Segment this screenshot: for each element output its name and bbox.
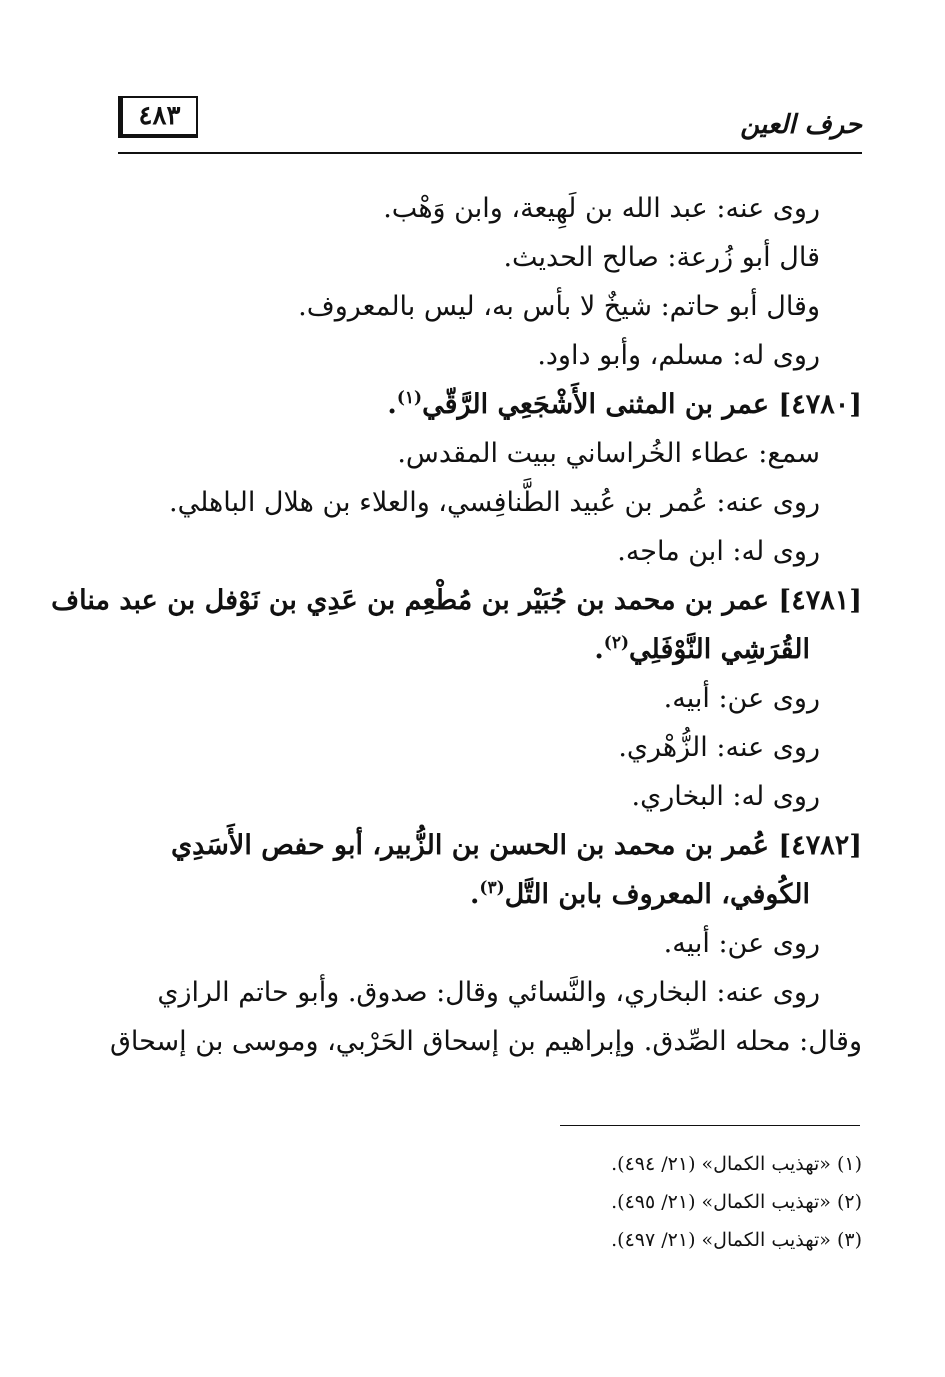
entry-name: عمر بن المثنى الأَشْجَعِي الرَّقّي — [422, 389, 770, 420]
entry-name: عمر بن محمد بن جُبَيْر بن مُطْعِم بن عَدِي بن نَوْفل بن عبد مناف — [51, 585, 770, 616]
footnote-ref: (٣) — [479, 878, 505, 898]
footnote-rule — [560, 1125, 860, 1126]
text-line: وقال: محله الصِّدق. وإبراهيم بن إسحاق الحَرْبي، وموسى بن إسحاق — [109, 1026, 862, 1057]
text-line: سمع: عطاء الخُراساني ببيت المقدس. — [397, 438, 820, 469]
footnote: (٢) «تهذيب الكمال» (٢١/ ٤٩٥). — [611, 1191, 862, 1213]
running-title: حرف العين — [740, 110, 862, 140]
text-line: روى له: ابن ماجه. — [617, 536, 820, 567]
entry-title: [٤٧٨٠] عمر بن المثنى الأَشْجَعِي الرَّقّي$^{(١)}$. — [387, 388, 862, 420]
text-line: روى له: البخاري. — [631, 781, 820, 812]
footnote-ref: (١) — [396, 388, 423, 408]
entry-number: [٤٧٨٠] — [778, 389, 862, 420]
text-line: روى عنه: عُمر بن عُبيد الطَّنافِسي، والعلاء بن هلال الباهلي. — [168, 487, 820, 518]
entry-name-continuation: الكُوفي، المعروف بابن التَّل — [504, 879, 810, 910]
header-rule — [118, 152, 862, 154]
footnotes — [400, 1145, 862, 1259]
page-header — [118, 96, 862, 156]
text-line: روى عنه: عبد الله بن لَهِيعة، وابن وَهْب. — [383, 193, 820, 224]
text-line: قال أبو زُرعة: صالح الحديث. — [503, 242, 820, 273]
footnote-ref: (٢) — [603, 633, 630, 653]
page-body — [51, 184, 862, 1066]
entry-title: [٤٧٨٢] عُمر بن محمد بن الحسن بن الزُّبير، أبو حفص الأَسَدِي الكُوفي، المعروف بابن التَّل$^{(٣)}$. — [171, 830, 862, 910]
text-line: روى عنه: الزُّهْري. — [618, 732, 820, 763]
entry-name-continuation: القُرَشِي النَّوْفَلِي — [629, 634, 810, 665]
entry-number: [٤٧٨١] — [778, 585, 862, 616]
text-line: روى عنه: البخاري، والنَّسائي وقال: صدوق. وأبو حاتم الرازي — [157, 977, 820, 1008]
text-line: روى عن: أبيه. — [663, 683, 820, 714]
text-line: روى عن: أبيه. — [663, 928, 820, 959]
page-number: ٤٨٣ — [118, 96, 198, 138]
entry-title: [٤٧٨١] عمر بن محمد بن جُبَيْر بن مُطْعِم بن عَدِي بن نَوْفل بن عبد مناف القُرَشِي النَّوْفَلِي$^{(٢)}$. — [51, 585, 862, 665]
entry-name: عُمر بن محمد بن الحسن بن الزُّبير، أبو حفص الأَسَدِي — [171, 830, 770, 861]
text-line: وقال أبو حاتم: شيخٌ لا بأس به، ليس بالمعروف. — [298, 291, 820, 322]
entry-number: [٤٧٨٢] — [778, 830, 862, 861]
footnote: (١) «تهذيب الكمال» (٢١/ ٤٩٤). — [611, 1153, 862, 1175]
footnote: (٣) «تهذيب الكمال» (٢١/ ٤٩٧). — [611, 1229, 862, 1251]
text-line: روى له: مسلم، وأبو داود. — [537, 340, 820, 371]
